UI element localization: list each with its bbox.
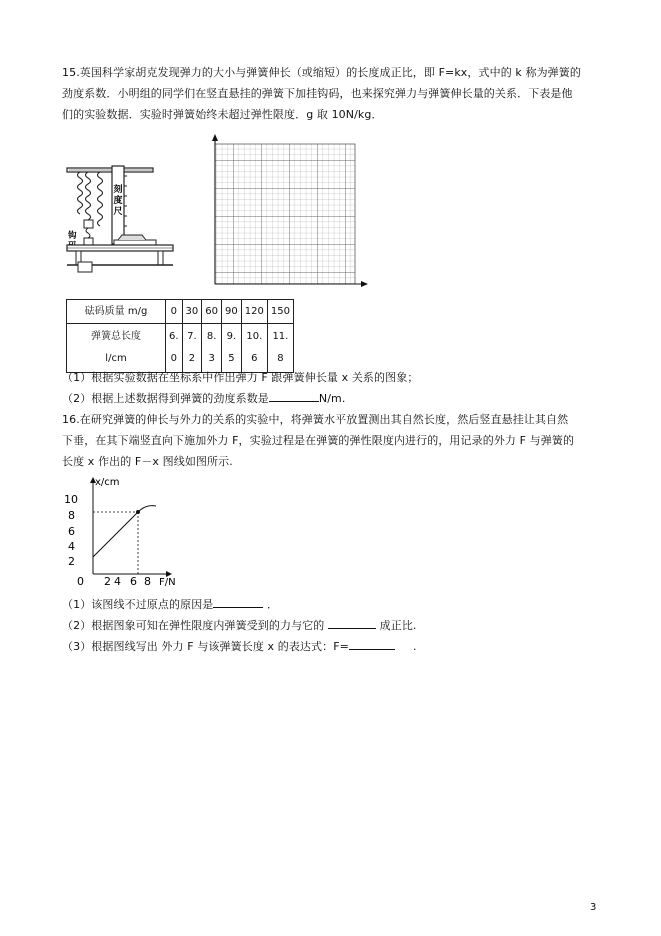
length-header-line-2: l/cm [105, 353, 127, 364]
q15-sub2 [62, 388, 602, 409]
q16-sub3 [62, 636, 602, 657]
q15-line-3: 们的实验数据．实验时弹簧始终未超过弹性限度．g 取 10N/kg． [62, 108, 383, 121]
mass-cell: 120 [241, 300, 267, 324]
mass-cell: 90 [222, 300, 242, 324]
q15-line-2: 劲度系数．小明组的同学们在竖直悬挂的弹簧下加挂钩码，也来探究弹力与弹簧伸长量的关系．下表是他 [62, 87, 573, 100]
origin-label: 0 [77, 575, 84, 588]
length-cell-top: 10. [246, 331, 263, 342]
x-tick-label: 2 [104, 575, 111, 588]
q16-sub3-end: . [412, 640, 417, 653]
length-cell-bottom: 0 [170, 353, 177, 364]
blank-coordinate-grid [205, 132, 370, 292]
length-header [67, 324, 166, 373]
y-tick-label: 4 [68, 540, 75, 553]
length-cell [222, 324, 242, 373]
q16-line-2: 下垂，在其下端竖直向下施加外力 F，实验过程是在弹簧的弹性限度内进行的，用记录的外力 F 与弹簧的 [62, 434, 575, 447]
x-tick-label: 6 [130, 575, 137, 588]
graph-point [136, 510, 140, 514]
x-axis-label: F/N [159, 577, 176, 588]
q16-sub1 [62, 594, 602, 615]
length-cell-bottom: 8 [277, 353, 284, 364]
hook-label: 钩 [68, 231, 77, 241]
length-cell-top: 8. [206, 331, 217, 342]
x-tick-label: 4 [114, 575, 121, 588]
q16-sub3-text: （3）根据图线写出 外力 F 与该弹簧长度 x 的表达式：F= [62, 640, 349, 653]
graph-line [93, 506, 156, 557]
q16-f-x-graph [60, 474, 190, 590]
length-cell [202, 324, 222, 373]
y-tick-label: 10 [64, 493, 78, 506]
x-tick-label: 8 [144, 575, 151, 588]
q15-sub2-text: （2）根据上述数据得到弹簧的劲度系数是 [62, 392, 269, 405]
q15-paragraph [62, 62, 602, 125]
table-row-mass [67, 300, 294, 324]
y-tick-label: 2 [68, 555, 75, 568]
q15-sub1: （1）根据实验数据在坐标系中作出弹力 F 跟弹簧伸长量 x 关系的图象； [62, 371, 419, 384]
answer-blank[interactable] [213, 596, 263, 608]
mass-cell: 30 [182, 300, 202, 324]
q16-sub2 [62, 615, 602, 636]
length-cell-top: 9. [226, 331, 237, 342]
answer-blank[interactable] [328, 617, 376, 629]
spring-apparatus-figure [64, 146, 176, 276]
length-cell [182, 324, 202, 373]
length-cell-top: 6. [169, 331, 179, 342]
ruler-label: 刻度尺 [113, 185, 123, 217]
length-cell [267, 324, 293, 373]
length-cell-bottom: 3 [208, 353, 215, 364]
length-cell [166, 324, 183, 373]
y-tick-label: 6 [68, 525, 75, 538]
q16-sub2-end: 成正比. [379, 619, 417, 632]
mass-cell: 0 [166, 300, 183, 324]
q15-data-table [66, 299, 294, 373]
length-cell-bottom: 2 [188, 353, 196, 364]
mass-header: 砝码质量 m/g [67, 300, 166, 324]
y-tick-label: 8 [68, 509, 75, 522]
page-number: 3 [590, 902, 597, 913]
length-cell-top: 7. [187, 331, 197, 342]
q15-line-1: 15.英国科学家胡克发现弹力的大小与弹簧伸长（或缩短）的长度成正比，即 F=kx，式中的 k 称为弹簧的 [62, 66, 581, 79]
length-cell-bottom: 5 [228, 353, 235, 364]
q16-subquestions [62, 594, 602, 657]
q16-line-3: 长度 x 作出的 F－x 图线如图所示. [62, 455, 233, 468]
length-header-line-1: 弹簧总长度 [91, 331, 141, 342]
mass-cell: 150 [267, 300, 293, 324]
length-cell-top: 11. [272, 331, 289, 342]
length-cell-bottom: 6 [251, 353, 258, 364]
q16-paragraph [62, 409, 602, 472]
q15-subquestions [62, 367, 602, 409]
q16-sub1-text: （1）该图线不过原点的原因是 [62, 598, 214, 611]
q16-sub2-text: （2）根据图象可知在弹性限度内弹簧受到的力与它的 [62, 619, 325, 632]
q16-line-1: 16.在研究弹簧的伸长与外力的关系的实验中，将弹簧水平放置测出其自然长度，然后竖直悬挂让其自然 [62, 413, 569, 426]
length-cell [241, 324, 267, 373]
mass-cell: 60 [202, 300, 222, 324]
table-row-length [67, 324, 294, 373]
q16-sub1-end: ． [267, 598, 279, 611]
answer-blank[interactable] [269, 390, 319, 402]
q15-sub2-unit: N/m. [318, 392, 346, 405]
answer-blank[interactable] [349, 638, 395, 650]
y-axis-label: x/cm [95, 477, 120, 488]
